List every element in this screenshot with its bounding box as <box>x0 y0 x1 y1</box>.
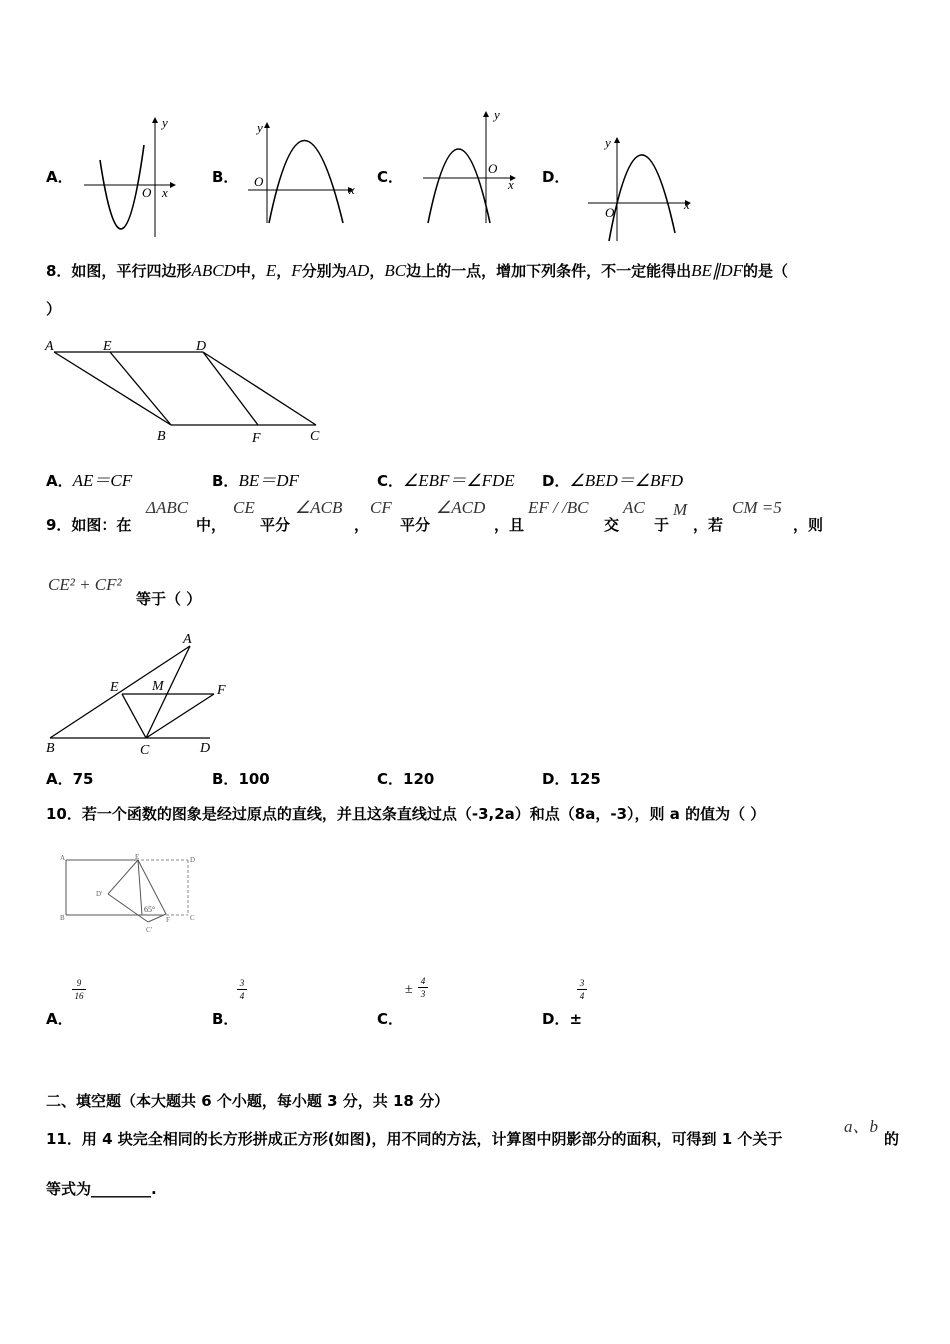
svg-text:A: A <box>60 854 66 862</box>
q7-option-a-label: A． <box>46 168 73 186</box>
q10-option-b[interactable]: B． <box>212 1010 239 1028</box>
q9-option-d[interactable]: D．125 <box>542 770 601 788</box>
svg-text:E: E <box>135 853 140 861</box>
svg-text:C: C <box>310 429 320 444</box>
svg-text:E: E <box>103 339 112 354</box>
svg-text:O: O <box>605 205 615 220</box>
svg-text:D: D <box>196 339 207 354</box>
svg-text:O: O <box>488 161 498 176</box>
svg-text:C′: C′ <box>146 926 153 934</box>
q10-figure <box>56 852 201 936</box>
svg-text:B: B <box>60 914 65 922</box>
q7-option-d-label: D． <box>542 168 570 186</box>
svg-text:B: B <box>46 741 55 756</box>
svg-text:F: F <box>217 683 226 698</box>
svg-text:F: F <box>252 431 261 446</box>
q10-option-a[interactable]: A． <box>46 1010 73 1028</box>
svg-text:C: C <box>140 743 150 758</box>
svg-text:D: D <box>200 741 211 756</box>
svg-text:y: y <box>605 135 611 150</box>
q7-graph-d <box>585 133 697 245</box>
section-2-heading: 二、填空题（本大题共 6 个小题，每小题 3 分，共 18 分） <box>46 1092 450 1110</box>
q7-a-x: x <box>162 185 168 200</box>
svg-text:x: x <box>508 177 514 192</box>
q10-option-d[interactable]: D．± <box>542 1010 583 1028</box>
q10-option-b-fraction: 3 4 <box>237 978 247 1001</box>
q8-option-b[interactable]: B．BE＝DF <box>212 471 299 490</box>
svg-text:x: x <box>684 197 690 212</box>
svg-text:y: y <box>494 107 500 122</box>
q7-a-y: y <box>162 115 168 130</box>
svg-text:A: A <box>45 339 54 354</box>
q10-option-d-fraction: 3 4 <box>577 978 587 1001</box>
q8-option-a[interactable]: A．AE＝CF <box>46 471 133 490</box>
q7-option-b-label: B． <box>212 168 239 186</box>
svg-text:B: B <box>157 429 166 444</box>
q7-graph-b <box>245 118 360 228</box>
svg-text:E: E <box>110 680 119 695</box>
q9-figure <box>40 628 240 760</box>
q8-stem-close: ） <box>46 300 62 318</box>
svg-text:x: x <box>349 182 355 197</box>
q8-option-c[interactable]: C．∠EBF＝∠FDE <box>377 471 515 490</box>
svg-text:C: C <box>190 914 195 922</box>
q10-option-a-fraction: 9 16 <box>72 978 86 1001</box>
q9-option-b[interactable]: B．100 <box>212 770 270 788</box>
q8-option-d[interactable]: D．∠BED＝∠BFD <box>542 471 684 490</box>
q10-option-c[interactable]: C． <box>377 1010 404 1028</box>
q8-figure <box>40 332 340 447</box>
q7-a-o: O <box>142 185 152 200</box>
svg-text:D: D <box>190 856 196 864</box>
svg-text:O: O <box>254 174 264 189</box>
q8-stem: 8．如图，平行四边形ABCD中，E，F分别为AD，BC边上的一点，增加下列条件，不一定能得出BE∥DF的是（ <box>46 261 789 280</box>
q10-option-c-fraction: 4 3 <box>418 976 428 999</box>
q9-option-a[interactable]: A．75 <box>46 770 94 788</box>
svg-text:y: y <box>257 120 263 135</box>
svg-text:A: A <box>183 632 192 647</box>
q11-answer-line: 等式为________. <box>46 1180 157 1198</box>
q10-option-c-prefix: ± <box>405 982 413 997</box>
q7-graph-a <box>82 115 177 240</box>
q9-option-c[interactable]: C．120 <box>377 770 435 788</box>
svg-text:D′: D′ <box>96 890 103 898</box>
q7-graph-c <box>420 105 525 227</box>
q7-option-c-label: C． <box>377 168 404 186</box>
svg-text:M: M <box>152 679 164 694</box>
svg-text:65°: 65° <box>144 905 156 914</box>
q10-stem: 10．若一个函数的图象是经过原点的直线，并且这条直线过点（-3,2a）和点（8a，-3），则 a 的值为（ ） <box>46 805 766 823</box>
svg-text:F: F <box>166 916 170 924</box>
